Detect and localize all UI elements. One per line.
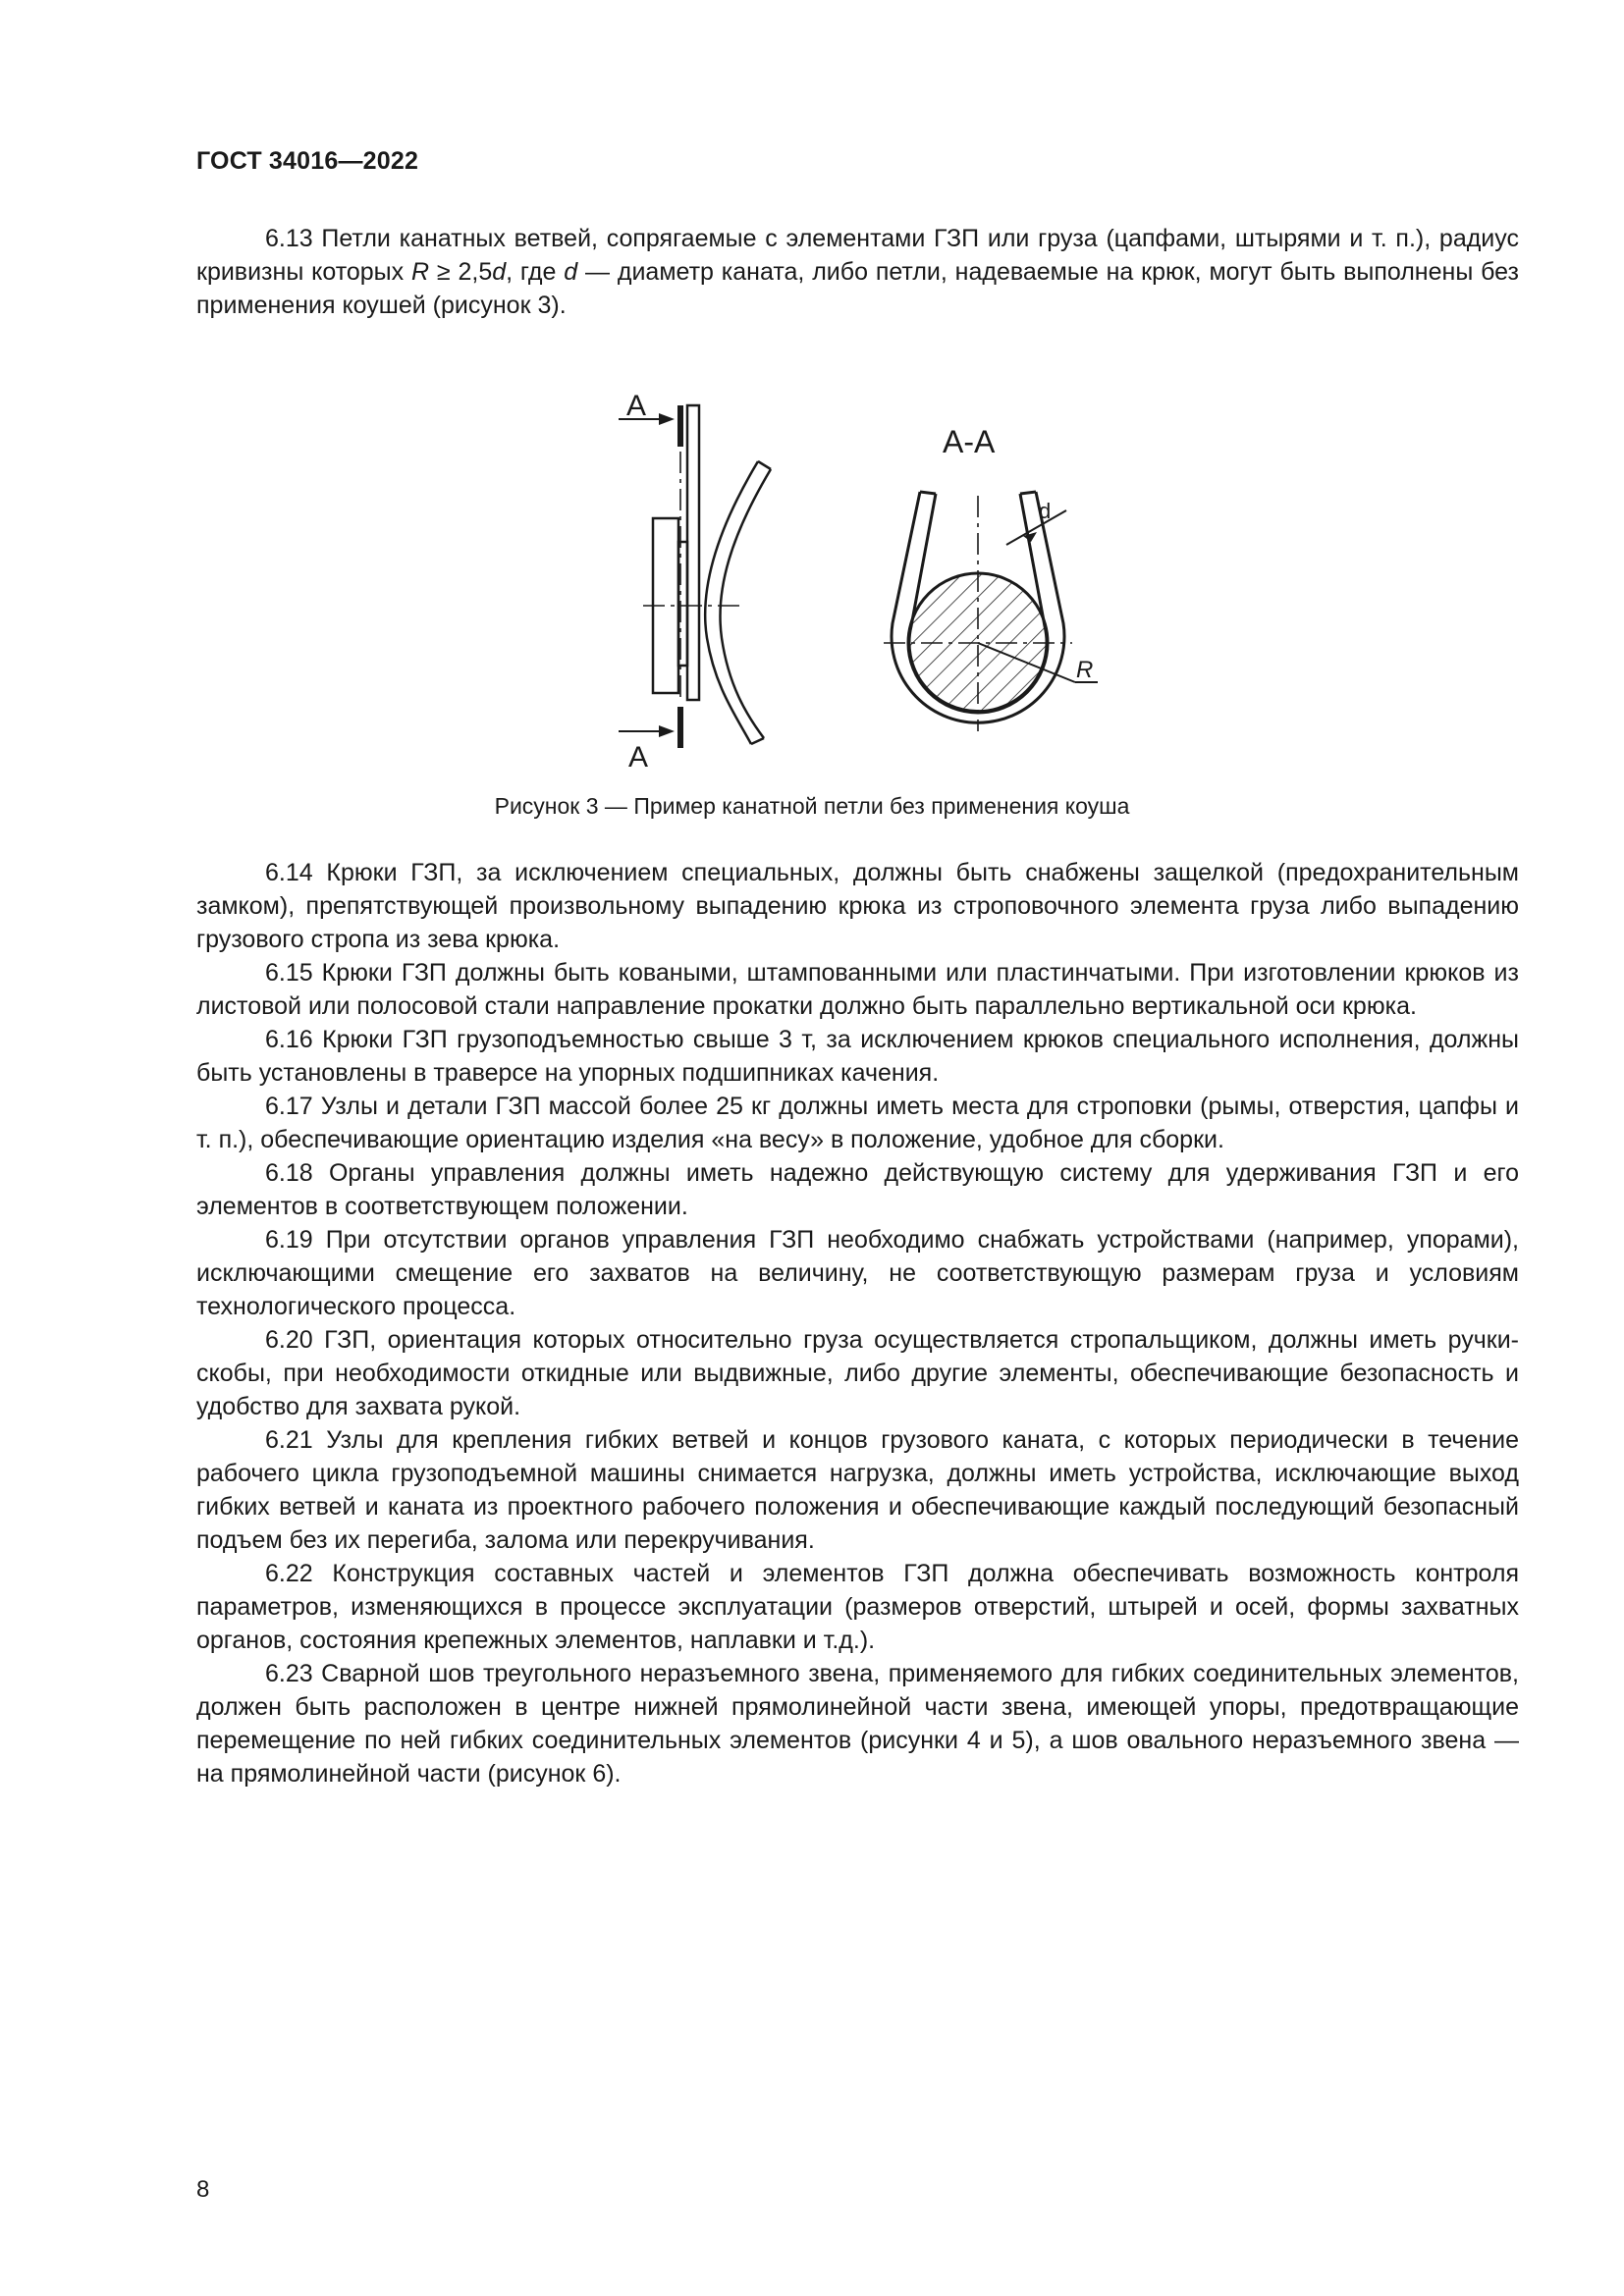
- p613-tail: — диаметр каната, либо петли, надеваемые на крюк, могут быть выполнены без применения коушей (рисунок 3).: [196, 258, 1519, 319]
- symbol-R: R: [411, 258, 430, 286]
- figure-3-drawing: [589, 373, 1139, 775]
- figure-caption: Рисунок 3 — Пример канатной петли без применения коуша: [494, 793, 1130, 819]
- document-header: ГОСТ 34016—2022: [196, 147, 419, 175]
- paragraph-6-16: 6.16 Крюки ГЗП грузоподъемностью свыше 3 т, за исключением крюков специального исполнения, должны быть установлены в траверсе на упорных подшипниках качения.: [196, 1026, 1519, 1087]
- section-arrow-bottom-head: [659, 725, 675, 737]
- p613-relation: ≥ 2,5: [429, 258, 493, 286]
- symbol-d: d: [492, 258, 507, 286]
- paragraphs-block: [196, 856, 1519, 1790]
- section-arrow-top-head: [659, 413, 675, 425]
- pin-strip: [687, 405, 699, 700]
- paragraph-6-21: 6.21 Узлы для крепления гибких ветвей и концов грузового каната, с которых периодически в течение рабочего цикла грузоподъемной машины снимается нагрузка, должны иметь устройства, исключающие выход гибких ветвей и каната из проектного рабочего положения и обеспечивающие каждый последующий безопасный подъем без их перегиба, залома или перекручивания.: [196, 1426, 1519, 1554]
- label-R: R: [1076, 657, 1094, 683]
- rope-end-top: [758, 461, 771, 469]
- dimension-d-leader: [1006, 510, 1066, 545]
- paragraph-6-19: 6.19 При отсутствии органов управления ГЗП необходимо снабжать устройствами (например, упорами), исключающими смещение его захватов на величину, не соответствующую размерам груза и условиям технологического процесса.: [196, 1226, 1519, 1320]
- page-number: 8: [196, 2176, 210, 2203]
- paragraph-6-18: 6.18 Органы управления должны иметь надежно действующую систему для удерживания ГЗП и его элементов в соответствующем положении.: [196, 1159, 1519, 1220]
- label-d: d: [1039, 499, 1052, 523]
- paragraph-6-22: 6.22 Конструкция составных частей и элементов ГЗП должна обеспечивать возможность контроля параметров, изменяющихся в процессе эксплуатации (размеров отверстий, штырей и осей, формы захватных органов, состояния крепежных элементов, наплавки и т.д.).: [196, 1560, 1519, 1654]
- p613-lead: 6.13 Петли канатных ветвей, сопрягаемые с элементами ГЗП или груза (цапфами, штырями и т. п.), радиус кривизны которых: [196, 225, 1519, 286]
- rope-inner-edge: [720, 469, 771, 738]
- section-mark-top: А: [626, 390, 647, 422]
- side-view: [619, 405, 771, 748]
- paragraph-6-13-block: [196, 222, 1519, 322]
- paragraph-6-20: 6.20 ГЗП, ориентация которых относительно груза осуществляется стропальщиком, должны иметь ручки-скобы, при необходимости откидные или выдвижные, либо другие элементы, обеспечивающие безопасность и удобство для захвата рукой.: [196, 1326, 1519, 1420]
- section-mark-bottom: А: [628, 741, 649, 774]
- section-title: А-А: [943, 424, 996, 459]
- paragraph-6-13: [196, 222, 1519, 322]
- rope-end-bottom: [751, 738, 764, 744]
- paragraph-6-17: 6.17 Узлы и детали ГЗП массой более 25 кг должны иметь места для строповки (рымы, отверстия, цапфы и т. п.), обеспечивающие ориентацию изделия «на весу» в положение, удобное для сборки.: [196, 1093, 1519, 1153]
- rope-outer-edge: [705, 461, 758, 744]
- p613-mid: , где: [506, 258, 565, 286]
- loop-end-left: [920, 492, 936, 494]
- symbol-d-2: d: [564, 258, 578, 286]
- paragraph-6-15: 6.15 Крюки ГЗП должны быть коваными, штампованными или пластинчатыми. При изготовлении крюков из листовой или полосовой стали направление прокатки должно быть параллельно вертикальной оси крюка.: [196, 959, 1519, 1020]
- section-view: [884, 492, 1098, 731]
- loop-end-right: [1020, 492, 1036, 494]
- paragraph-6-23: 6.23 Сварной шов треугольного неразъемного звена, применяемого для гибких соединительных элементов, должен быть расположен в центре нижней прямолинейной части звена, имеющей упоры, предотвращающие перемещение по ней гибких соединительных элементов (рисунки 4 и 5), а шов овального неразъемного звена — на прямолинейной части (рисунок 6).: [196, 1660, 1519, 1788]
- paragraph-6-14: 6.14 Крюки ГЗП, за исключением специальных, должны быть снабжены защелкой (предохранительным замком), препятствующей произвольному выпадению крюка из строповочного элемента груза либо выпадению грузового стропа из зева крюка.: [196, 859, 1519, 953]
